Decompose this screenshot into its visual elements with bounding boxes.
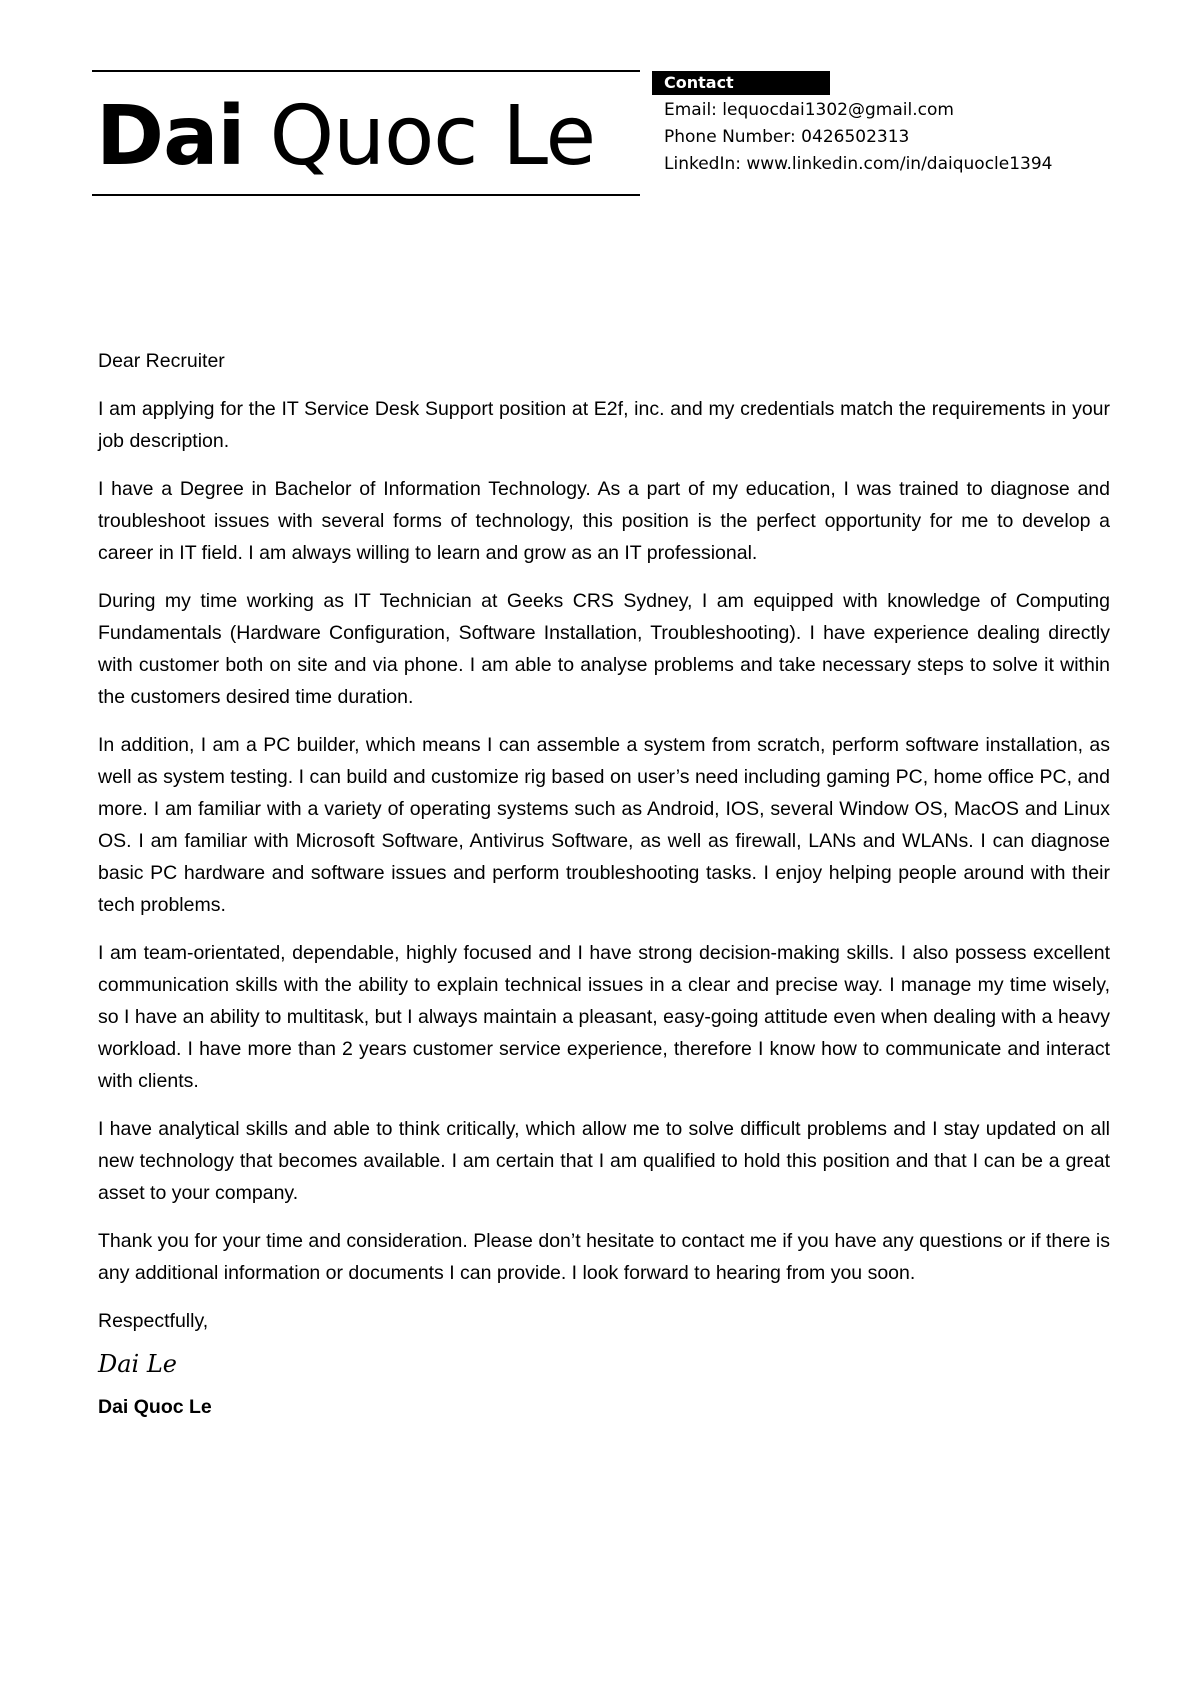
- signature: Dai Le: [98, 1350, 177, 1378]
- contact-details: [652, 97, 1072, 178]
- closing: Respectfully,: [98, 1310, 209, 1332]
- letter-body: [98, 345, 1110, 1423]
- contact-linkedin: LinkedIn: www.linkedin.com/in/daiquocle1394: [664, 154, 1053, 174]
- name-header: [92, 70, 640, 196]
- salutation: Dear Recruiter: [98, 350, 225, 372]
- contact-email: Email: lequocdai1302@gmail.com: [664, 100, 954, 120]
- paragraph-intro: I am applying for the IT Service Desk Support position at E2f, inc. and my credentials match the requirements in your job description.: [98, 398, 1110, 452]
- paragraph-thanks: Thank you for your time and consideration. Please don’t hesitate to contact me if you have any questions or if there is any additional information or documents I can provide. I look forward to hearing from you soon.: [98, 1230, 1110, 1284]
- paragraph-personal-qualities: I am team-orientated, dependable, highly focused and I have strong decision-making skills. I also possess excellent communication skills with the ability to explain technical issues in a clear and precise way. I manage my time wisely, so I have an ability to multitask, but I always maintain a pleasant, easy-going attitude even when dealing with a heavy workload. I have more than 2 years customer service experience, therefore I know how to communicate and interact with clients.: [98, 942, 1110, 1092]
- applicant-name: [96, 89, 596, 184]
- last-name: Quoc Le: [269, 89, 596, 184]
- paragraph-experience: During my time working as IT Technician at Geeks CRS Sydney, I am equipped with knowledge of Computing Fundamentals (Hardware Configuration, Software Installation, Troubleshooting). I have experience dealing directly with customer both on site and via phone. I am able to analyse problems and take necessary steps to solve it within the customers desired time duration.: [98, 590, 1110, 708]
- contact-heading: Contact: [652, 71, 830, 95]
- contact-section: [652, 71, 1072, 178]
- signed-name: Dai Quoc Le: [98, 1396, 212, 1418]
- contact-phone: Phone Number: 0426502313: [664, 127, 910, 147]
- paragraph-analytical: I have analytical skills and able to think critically, which allow me to solve difficult problems and I stay updated on all new technology that becomes available. I am certain that I am qualified to hold this position and that I can be a great asset to your company.: [98, 1118, 1110, 1204]
- paragraph-skills: In addition, I am a PC builder, which means I can assemble a system from scratch, perform software installation, as well as system testing. I can build and customize rig based on user’s need including gaming PC, home office PC, and more. I am familiar with a variety of operating systems such as Android, IOS, several Window OS, MacOS and Linux OS. I am familiar with Microsoft Software, Antivirus Software, as well as firewall, LANs and WLANs. I can diagnose basic PC hardware and software issues and perform troubleshooting tasks. I enjoy helping people around with their tech problems.: [98, 734, 1110, 916]
- first-name: Dai: [96, 89, 245, 184]
- paragraph-education: I have a Degree in Bachelor of Information Technology. As a part of my education, I was trained to diagnose and troubleshoot issues with several forms of technology, this position is the perfect opportunity for me to develop a career in IT field. I am always willing to learn and grow as an IT professional.: [98, 478, 1110, 564]
